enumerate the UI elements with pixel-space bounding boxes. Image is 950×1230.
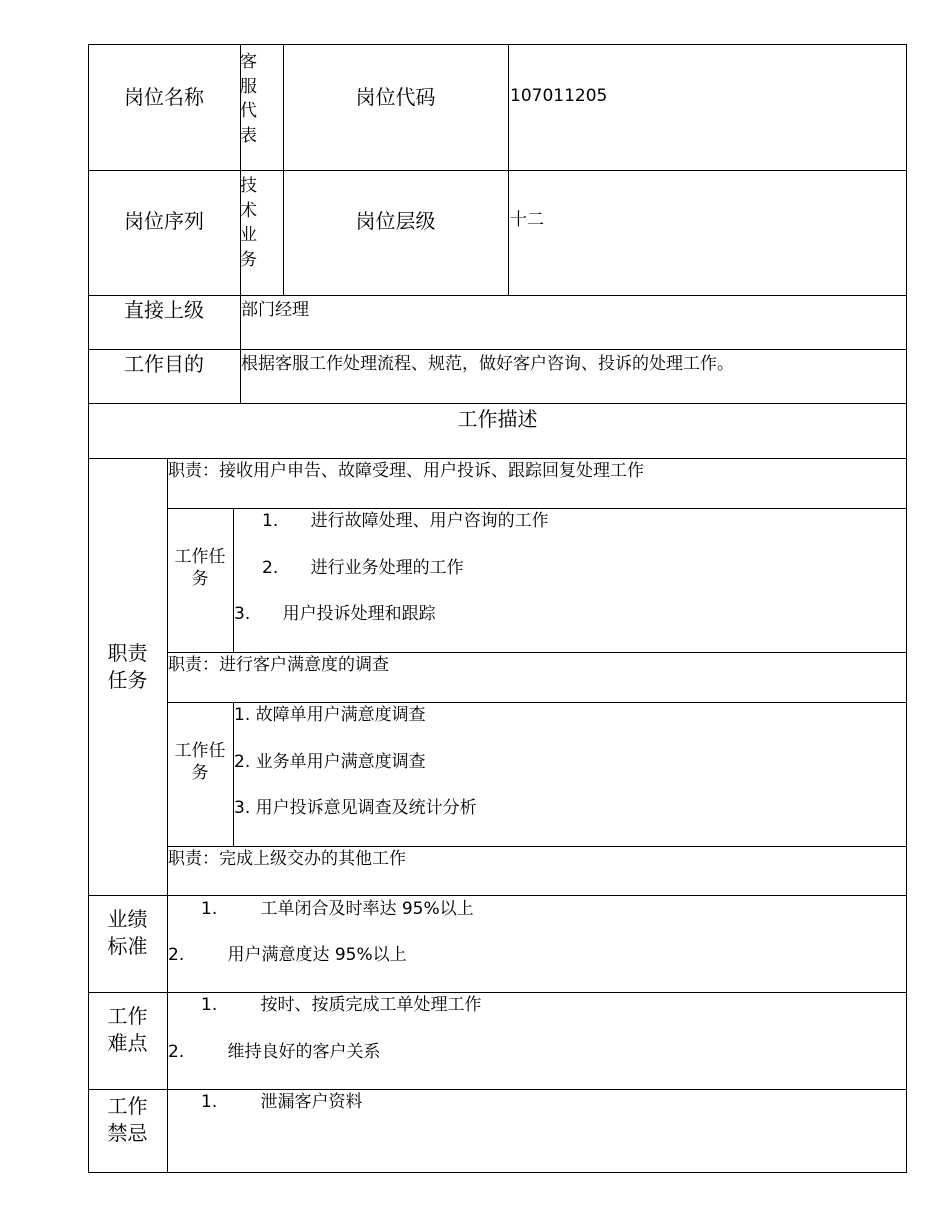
task-2-2: 2. 业务单用户满意度调查 [234,752,426,772]
duty-2: 职责：进行客户满意度的调查 [168,655,389,675]
difficulty-label-line2: 难点 [107,1031,148,1055]
row-divider [88,458,907,459]
col-divider [283,44,284,296]
performance-label-line1: 业绩 [107,907,148,931]
difficulty-item-2: 2. 维持良好的客户关系 [168,1042,381,1062]
position-name-label: 岗位名称 [124,85,204,109]
row-divider [88,349,907,350]
table-border-bottom [88,1172,907,1173]
position-level-value: 十二 [510,210,544,230]
task-1-3: 3. 用户投诉处理和跟踪 [234,604,436,624]
row-divider [167,846,907,847]
supervisor-value: 部门经理 [241,300,309,320]
taboo-label [88,1093,167,1147]
position-code-label: 岗位代码 [355,85,436,109]
col-divider [508,44,509,296]
description-title: 工作描述 [457,407,538,431]
taboo-label-line1: 工作 [107,1094,148,1118]
taboo-item-1: 1. 泄漏客户资料 [201,1092,363,1112]
purpose-value: 根据客服工作处理流程、规范，做好客户咨询、投诉的处理工作。 [241,354,734,374]
task-label-2-line1: 工作任 [174,741,226,761]
row-divider [88,403,907,404]
task-2-3: 3. 用户投诉意见调查及统计分析 [234,798,477,818]
duties-label [88,640,167,694]
task-1-1: 1. 进行故障处理、用户咨询的工作 [262,511,549,531]
task-label-2 [167,740,233,784]
task-2-1: 1. 故障单用户满意度调查 [234,705,426,725]
row-divider [88,295,907,296]
position-code-value: 107011205 [510,86,608,106]
position-name-value: 客服代表 [240,52,257,146]
difficulty-item-1: 1. 按时、按质完成工单处理工作 [201,995,482,1015]
row-divider [167,702,907,703]
performance-label-line2: 标准 [107,934,148,958]
duties-label-line1: 职责 [107,641,148,665]
table-border-top [88,44,907,45]
table-border-right [906,44,907,1173]
row-divider [88,170,907,171]
difficulty-label [88,1003,167,1057]
task-label-1-line2: 务 [191,569,209,589]
supervisor-label: 直接上级 [124,298,204,322]
col-divider [233,508,234,653]
row-divider [88,992,907,993]
position-sequence-label: 岗位序列 [124,209,204,233]
performance-item-1: 1. 工单闭合及时率达 95%以上 [201,899,474,919]
row-divider [167,652,907,653]
position-sequence-value: 技术业务 [240,176,257,270]
task-label-1 [167,546,233,590]
task-label-1-line1: 工作任 [174,547,226,567]
purpose-label: 工作目的 [124,352,204,376]
row-divider [88,895,907,896]
row-divider [88,1089,907,1090]
row-divider [167,508,907,509]
task-1-2: 2. 进行业务处理的工作 [262,558,464,578]
performance-label [88,906,167,960]
taboo-label-line2: 禁忌 [107,1121,148,1145]
duty-3: 职责：完成上级交办的其他工作 [168,849,406,869]
position-level-label: 岗位层级 [355,209,436,233]
task-label-2-line2: 务 [191,763,209,783]
difficulty-label-line1: 工作 [107,1004,148,1028]
duty-1: 职责：接收用户申告、故障受理、用户投诉、跟踪回复处理工作 [168,461,644,481]
duties-label-line2: 任务 [107,668,148,692]
performance-item-2: 2. 用户满意度达 95%以上 [168,945,407,965]
